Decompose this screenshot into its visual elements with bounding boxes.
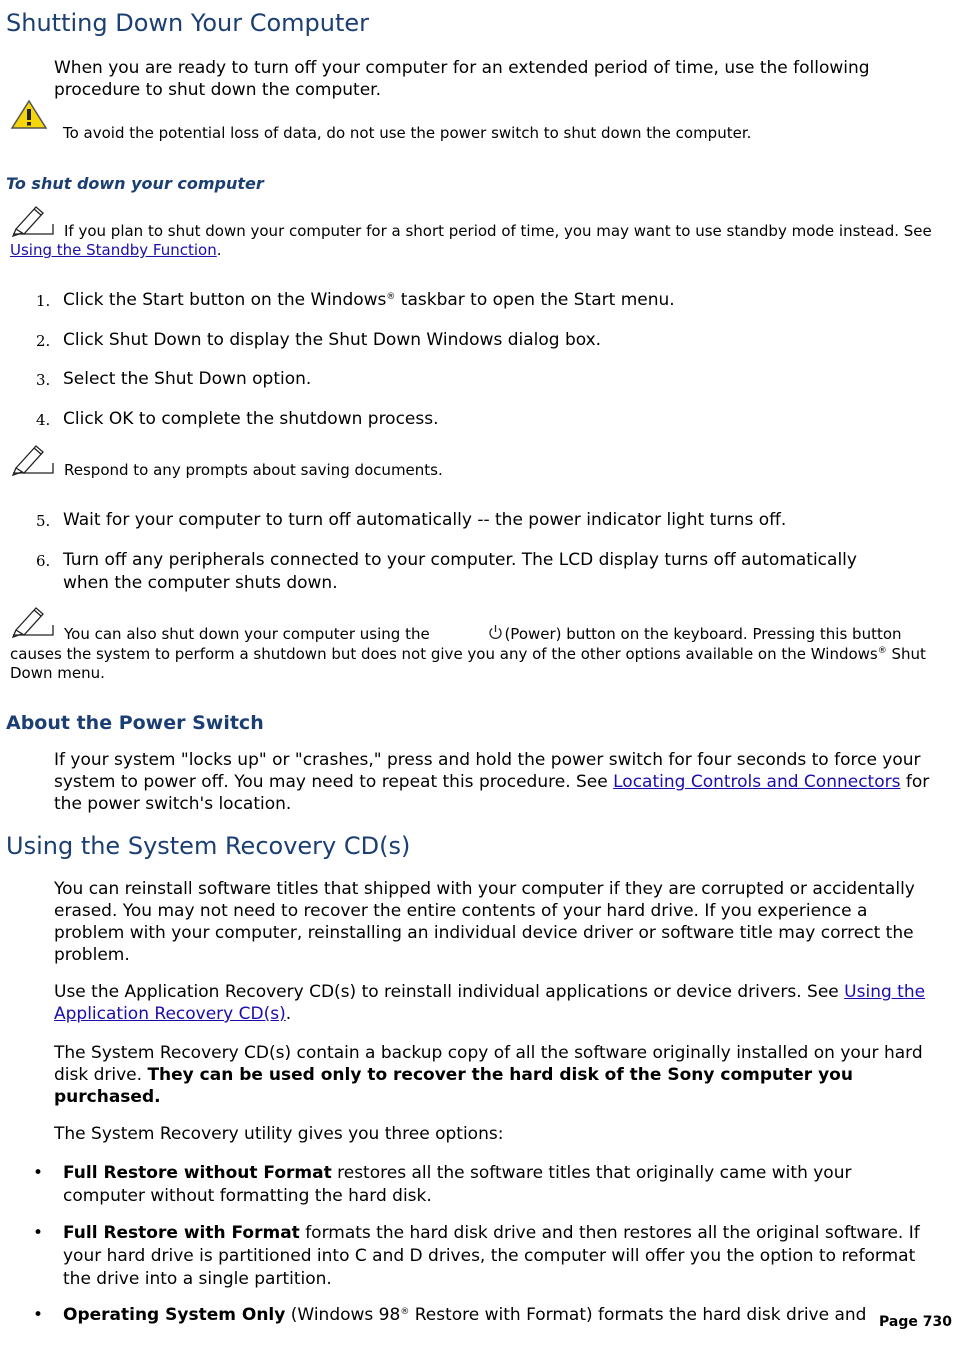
option-text: Full Restore without Format restores all the software titles that originally came with your computer without formatting the hard disk.: [63, 1163, 852, 1206]
warning-triangle-icon: [10, 99, 48, 136]
step-6: [0, 549, 940, 595]
power-switch-heading: About the Power Switch: [6, 712, 264, 734]
step-text: Wait for your computer to turn off automatically -- the power indicator light turns off.: [63, 510, 787, 530]
page-number: Page 730: [875, 1314, 952, 1330]
warning-text: To avoid the potential loss of data, do not use the power switch to shut down the computer.: [63, 124, 752, 142]
option-text: Operating System Only (Windows 98® Restore with Format) formats the hard disk drive and: [63, 1305, 867, 1325]
note-power-button: [10, 624, 950, 683]
step-number: 5.: [36, 512, 51, 530]
recovery-paragraph-4: The System Recovery utility gives you three options:: [54, 1124, 504, 1144]
step-2: [0, 329, 940, 352]
power-switch-paragraph: If your system "locks up" or "crashes," press and hold the power switch for four seconds to force your system to power off. You may need to repeat this procedure. See Locating Controls and Connectors for the power switch's location.: [54, 750, 930, 814]
step-number: 6.: [36, 552, 51, 570]
note-pencil-icon: [10, 202, 56, 243]
warning-callout: [10, 124, 940, 143]
note-pencil-icon: [10, 441, 56, 482]
step-number: 3.: [36, 371, 51, 389]
option-operating-system-only: [0, 1304, 940, 1327]
page-title: Shutting Down Your Computer: [6, 9, 370, 37]
step-4: [0, 408, 940, 431]
step-3: [0, 368, 940, 391]
step-text: Turn off any peripherals connected to your computer. The LCD display turns off automatically when the computer shuts down.: [63, 550, 857, 593]
recovery-paragraph-2: Use the Application Recovery CD(s) to reinstall individual applications or device drivers. See Using the Application Recovery CD(s).: [54, 982, 926, 1024]
step-number: 1.: [36, 292, 51, 310]
application-recovery-link[interactable]: Using the Application Recovery CD(s): [54, 982, 926, 1024]
recovery-title: Using the System Recovery CD(s): [6, 832, 411, 860]
step-text: Select the Shut Down option.: [63, 369, 312, 389]
locating-controls-link[interactable]: Locating Controls and Connectors: [613, 772, 901, 792]
note-standby: [10, 222, 950, 260]
step-number: 4.: [36, 411, 51, 429]
step-text: Click Shut Down to display the Shut Down Windows dialog box.: [63, 330, 602, 350]
option-full-restore-with-format: [0, 1222, 940, 1291]
standby-function-link[interactable]: Using the Standby Function: [10, 241, 217, 259]
option-full-restore-without-format: [0, 1162, 940, 1208]
bullet: •: [33, 1163, 44, 1183]
note-standby-text: If you plan to shut down your computer for a short period of time, you may want to use standby mode instead. See Using the Standby Function.: [10, 222, 932, 259]
bullet: •: [33, 1223, 44, 1243]
procedure-heading: To shut down your computer: [6, 174, 264, 193]
recovery-paragraph-1: You can reinstall software titles that shipped with your computer if they are corrupted or accidentally erased. You may not need to recover the entire contents of your hard drive. If you experience a problem with your computer, reinstalling an individual device driver or software title may correct the problem.: [54, 879, 915, 965]
step-text: Click OK to complete the shutdown process.: [63, 409, 439, 429]
note-pencil-icon: [10, 603, 56, 644]
step-1: [0, 289, 940, 312]
recovery-paragraph-3: The System Recovery CD(s) contain a backup copy of all the software originally installed on your hard disk drive. They can be used only to recover the hard disk of the Sony computer you purchased.: [54, 1043, 923, 1107]
step-number: 2.: [36, 332, 51, 350]
intro-paragraph: When you are ready to turn off your computer for an extended period of time, use the following procedure to shut down the computer.: [54, 58, 870, 100]
note-prompts-text: Respond to any prompts about saving documents.: [64, 461, 443, 479]
note-power-button-text: You can also shut down your computer using the (Power) button on the keyboard. Pressing this button causes the system to perform a shutdown but does not give you any of the other options available on the Windows® Shut Down menu.: [10, 625, 926, 682]
note-prompts: [10, 461, 950, 480]
bullet: •: [33, 1305, 44, 1325]
step-5: [0, 509, 940, 532]
option-text: Full Restore with Format formats the hard disk drive and then restores all the original software. If your hard drive is partitioned into C and D drives, the computer will offer you the option to reformat the drive into a single partition.: [63, 1223, 920, 1289]
power-symbol-icon: [434, 624, 503, 645]
step-text: Click the Start button on the Windows® taskbar to open the Start menu.: [63, 290, 675, 310]
